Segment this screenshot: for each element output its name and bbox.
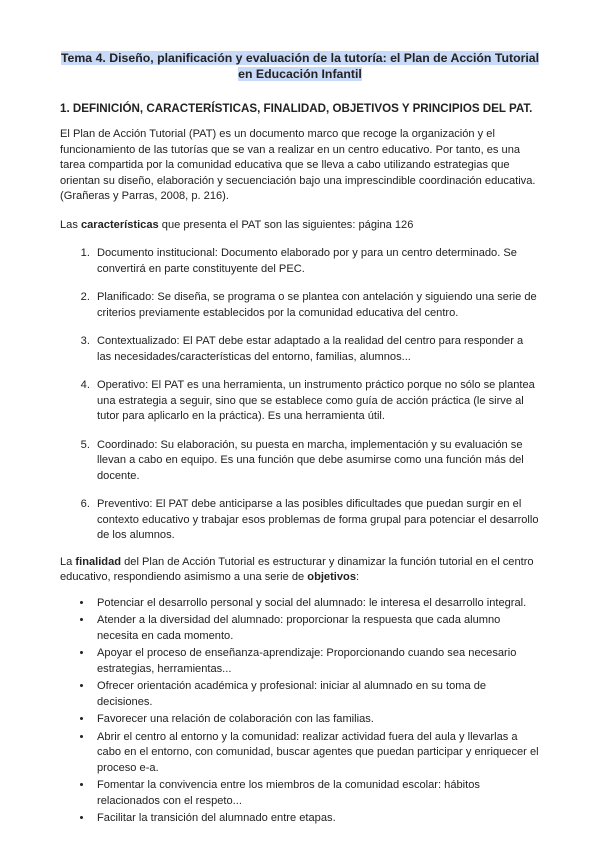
list-item: 4. Operativo: El PAT es una herramienta, un instrumento práctico porque no sólo se plantea una estrategia a seguir, sino que se establece como guía de acción práctica (le sirve al tutor para aplicarlo en la práctica). Es una herramienta útil.: [93, 378, 540, 425]
list-item: 2. Planificado: Se diseña, se programa o se plantea con antelación y siguiendo una serie de criterios previamente establecidos por la comunidad educativa del centro.: [93, 290, 540, 321]
document-title: [60, 50, 540, 82]
list-item: • Potenciar el desarrollo personal y social del alumnado: le interesa el desarrollo integral.: [93, 596, 540, 612]
characteristics-intro: Las características que presenta el PAT son las siguientes: página 126: [60, 218, 414, 231]
objectives-list: [60, 596, 540, 827]
list-item: • Apoyar el proceso de enseñanza-aprendizaje: Proporcionando cuando sea necesario estrategias, herramientas...: [93, 646, 540, 677]
characteristics-list: [60, 246, 540, 544]
section-heading: 1. DEFINICIÓN, CARACTERÍSTICAS, FINALIDAD, OBJETIVOS Y PRINCIPIOS DEL PAT.: [60, 102, 533, 115]
finality-paragraph: La finalidad del Plan de Acción Tutorial es estructurar y dinamizar la función tutorial en el centro educativo, respondiendo asimismo a una serie de objetivos:: [60, 555, 534, 583]
list-item: 6. Preventivo: El PAT debe anticiparse a las posibles dificultades que puedan surgir en el contexto educativo y trabajar esos problemas de forma grupal para potenciar el desarrollo de los alumnos.: [93, 497, 540, 544]
list-item: • Fomentar la convivencia entre los miembros de la comunidad escolar: hábitos relacionados con el respeto...: [93, 778, 540, 809]
list-item: • Atender a la diversidad del alumnado: proporcionar la respuesta que cada alumno necesita en cada momento.: [93, 613, 540, 644]
list-item: • Favorecer una relación de colaboración con las familias.: [93, 712, 540, 728]
list-item: • Abrir el centro al entorno y la comunidad: realizar actividad fuera del aula y llevarlas a cabo en el entorno, con comunidad, buscar agentes que puedan participar y enriquecer el proceso e-a.: [93, 730, 540, 777]
list-item: • Ofrecer orientación académica y profesional: iniciar al alumnado en su toma de decisiones.: [93, 679, 540, 710]
title-line-1: Tema 4. Diseño, planificación y evaluación de la tutoría: el Plan de Acción Tutorial: [60, 51, 540, 65]
list-item: 3. Contextualizado: El PAT debe estar adaptado a la realidad del centro para responder a las necesidades/características del entorno, familias, alumnos...: [93, 334, 540, 365]
intro-paragraph: El Plan de Acción Tutorial (PAT) es un documento marco que recoge la organización y el funcionamiento de las tutorías que se van a realizar en un centro educativo. Por tanto, es una tarea compartida por la comunidad educativa que se lleva a cabo utilizando estrategias que orientan su diseño, elaboración y secuenciación bajo una imprescindible coordinación educativa. (Grañeras y Parras, 2008, p. 216).: [60, 128, 536, 202]
list-item: • Facilitar la transición del alumnado entre etapas.: [93, 811, 540, 827]
title-line-2: en Educación Infantil: [238, 67, 362, 81]
list-item: 1. Documento institucional: Documento elaborado por y para un centro determinado. Se convertirá en parte constituyente del PEC.: [93, 246, 540, 277]
list-item: 5. Coordinado: Su elaboración, su puesta en marcha, implementación y su evaluación se llevan a cabo en equipo. Es una función que debe asumirse como una función más del docente.: [93, 438, 540, 485]
